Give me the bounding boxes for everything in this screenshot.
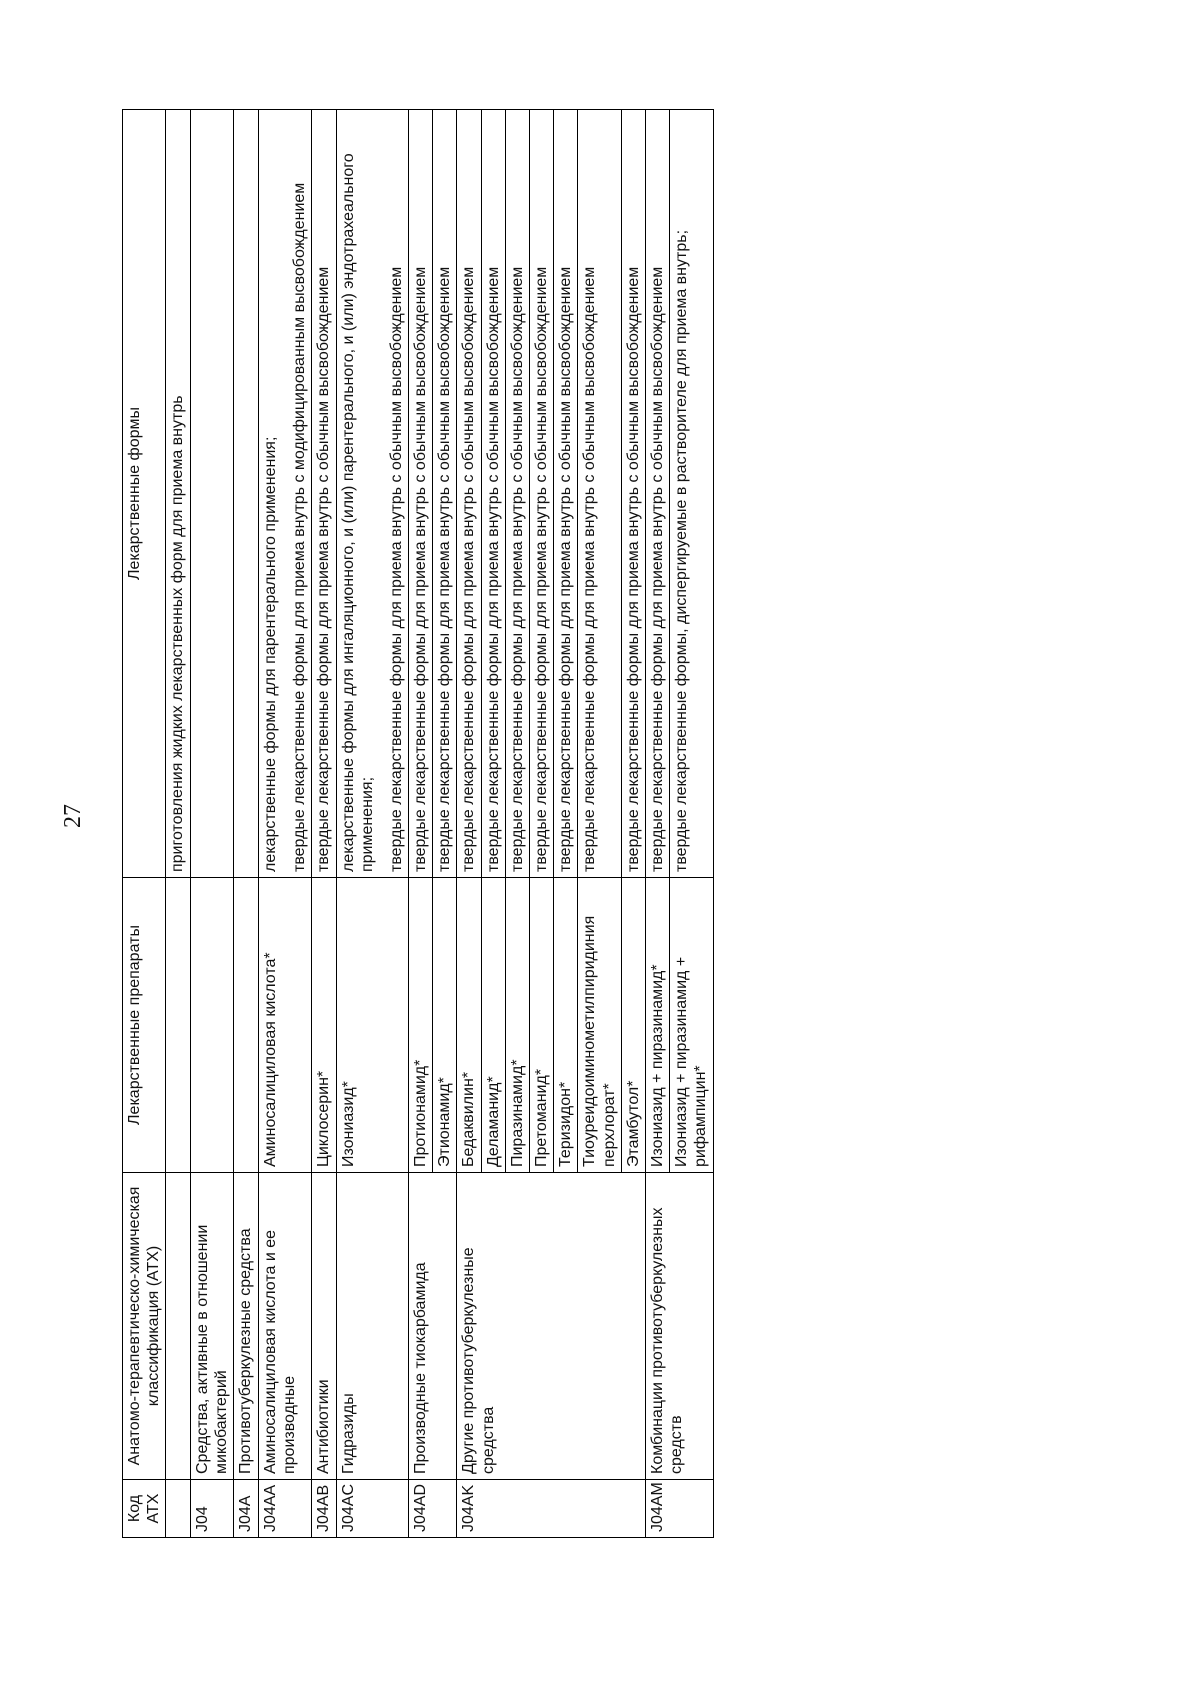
cell-forms <box>481 110 505 878</box>
table-row <box>258 110 311 1538</box>
header-forms: Лекарственные формы <box>123 110 166 878</box>
cell-drug: Тиоуреидоиминометилпиридиния перхлорат* <box>578 878 621 1173</box>
cell-forms <box>233 110 258 878</box>
cell-code: J04A <box>233 1480 258 1538</box>
cell-code: J04AD <box>409 1480 457 1538</box>
table-row <box>233 110 258 1538</box>
form-item: твердые лекарственные формы для приема внутрь с обычным высвобождением <box>581 266 599 872</box>
form-item: лекарственные формы для парентерального применения; <box>261 436 279 872</box>
cell-atc: Другие противотуберкулезные средства <box>457 1173 646 1480</box>
rotated-table-container <box>122 110 1047 1538</box>
cell-forms <box>336 110 409 878</box>
cell-drug: Бедаквилин* <box>457 878 481 1173</box>
form-item: твердые лекарственные формы для приема внутрь с обычным высвобождением <box>557 266 575 872</box>
cell-drug: Изониазид* <box>336 878 409 1173</box>
table-row <box>409 110 433 1538</box>
form-item: твердые лекарственные формы для приема внутрь с обычным высвобождением <box>648 266 666 872</box>
cell-atc: Средства, активные в отношении микобактерий <box>190 1173 233 1480</box>
cell-forms <box>578 110 621 878</box>
cell-atc: Аминосалициловая кислота и ее производные <box>258 1173 311 1480</box>
drug-table <box>122 109 714 1538</box>
form-item: твердые лекарственные формы для приема внутрь с обычным высвобождением <box>436 266 454 872</box>
cell-forms <box>258 110 311 878</box>
cell-drug: Претоманид* <box>530 878 554 1173</box>
table-row <box>645 110 669 1538</box>
cell-drug: Аминосалициловая кислота* <box>258 878 311 1173</box>
cell-drug: Циклосерин* <box>312 878 336 1173</box>
cell-atc: Противотуберкулезные средства <box>233 1173 258 1480</box>
cell-code: J04AA <box>258 1480 311 1538</box>
cell-drug: Пиразинамид* <box>505 878 529 1173</box>
cell-forms <box>190 110 233 878</box>
form-item: твердые лекарственные формы для приема внутрь с обычным высвобождением <box>460 266 478 872</box>
header-drugs: Лекарственные препараты <box>123 878 166 1173</box>
cell-forms <box>645 110 669 878</box>
cell-code: J04AK <box>457 1480 646 1538</box>
cell-atc: Гидразиды <box>336 1173 409 1480</box>
cell-code <box>166 1480 190 1538</box>
table-row <box>190 110 233 1538</box>
header-code: Код АТХ <box>123 1480 166 1538</box>
table-header-row <box>123 110 166 1538</box>
form-item: твердые лекарственные формы для приема внутрь с обычным высвобождением <box>508 266 526 872</box>
cell-code: J04AM <box>645 1480 713 1538</box>
page-number: 27 <box>59 804 86 828</box>
cell-forms <box>433 110 457 878</box>
table-row <box>457 110 481 1538</box>
cell-code: J04AB <box>312 1480 336 1538</box>
cell-forms <box>670 110 713 878</box>
cell-forms <box>505 110 529 878</box>
cell-forms <box>166 110 190 878</box>
cell-forms <box>457 110 481 878</box>
cell-atc <box>166 1173 190 1480</box>
form-item: твердые лекарственные формы для приема внутрь с модифицированным высвобождением <box>291 182 309 872</box>
cell-atc: Антибиотики <box>312 1173 336 1480</box>
cell-drug <box>190 878 233 1173</box>
cell-drug: Изониазид + пиразинамид* <box>645 878 669 1173</box>
form-item: твердые лекарственные формы для приема внутрь с обычным высвобождением <box>624 266 642 872</box>
cell-drug <box>166 878 190 1173</box>
cell-drug: Теризидон* <box>554 878 578 1173</box>
cell-code: J04 <box>190 1480 233 1538</box>
cell-drug: Этамбутол* <box>621 878 645 1173</box>
form-item: твердые лекарственные формы для приема внутрь с обычным высвобождением <box>533 266 550 872</box>
cell-drug: Этионамид* <box>433 878 457 1173</box>
cell-forms <box>554 110 578 878</box>
cell-drug: Протионамид* <box>409 878 433 1173</box>
form-item: твердые лекарственные формы, диспергируемые в растворителе для приема внутрь; <box>673 229 691 872</box>
cell-drug <box>233 878 258 1173</box>
form-item: твердые лекарственные формы для приема внутрь с обычным высвобождением <box>484 266 502 872</box>
cell-forms <box>409 110 433 878</box>
cell-forms <box>621 110 645 878</box>
table-row <box>166 110 190 1538</box>
form-item: приготовления жидких лекарственных форм для приема внутрь <box>169 395 187 872</box>
table-row <box>312 110 336 1538</box>
cell-atc: Комбинации противотуберкулезных средств <box>645 1173 713 1480</box>
form-item: твердые лекарственные формы для приема внутрь с обычным высвобождением <box>412 266 430 872</box>
cell-drug: Деламанид* <box>481 878 505 1173</box>
header-atc: Анатомо-терапевтическо-химическая классификация (АТХ) <box>123 1173 166 1480</box>
form-item: твердые лекарственные формы для приема внутрь с обычным высвобождением <box>315 266 333 872</box>
cell-code: J04AC <box>336 1480 409 1538</box>
cell-atc: Производные тиокарбамида <box>409 1173 457 1480</box>
form-item: твердые лекарственные формы для приема внутрь с обычным высвобождением <box>387 266 405 872</box>
cell-forms <box>530 110 554 878</box>
cell-drug: Изониазид + пиразинамид + рифампицин* <box>670 878 713 1173</box>
form-item: лекарственные формы для ингаляционного, и (или) парентерального, и (или) эндотрахеального применения; <box>339 153 376 872</box>
table-row <box>336 110 409 1538</box>
cell-forms <box>312 110 336 878</box>
